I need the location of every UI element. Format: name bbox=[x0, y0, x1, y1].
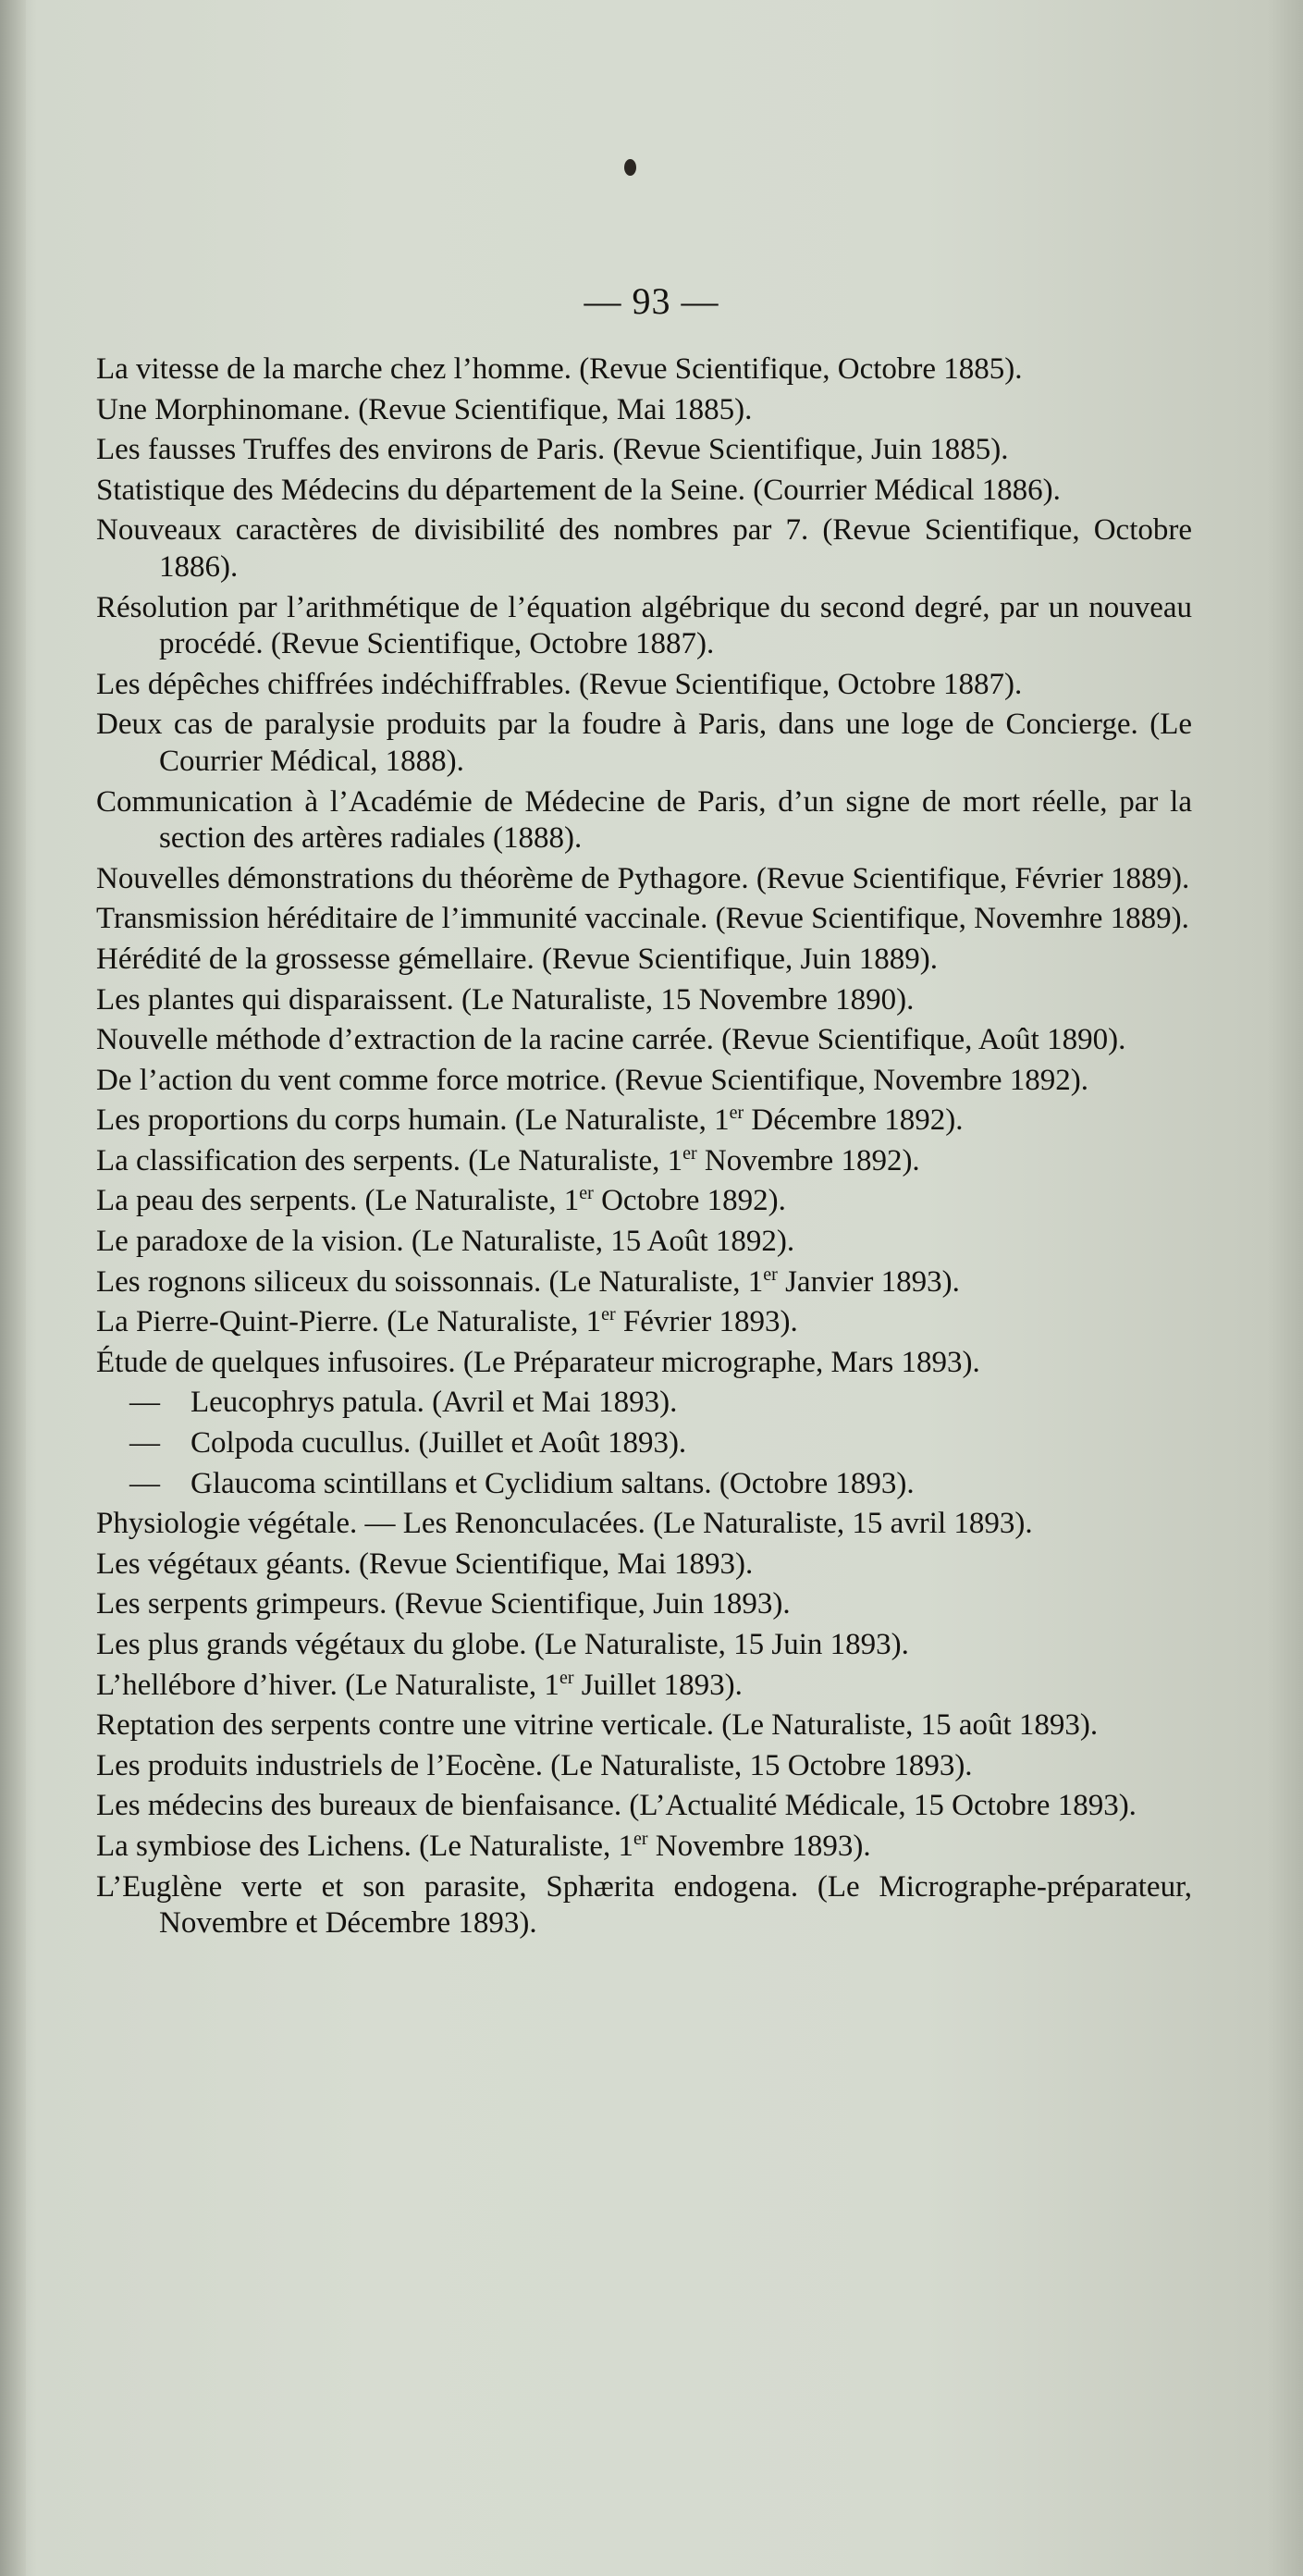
list-item bbox=[96, 1829, 1192, 1866]
entry-text: Hérédité de la grossesse gémellaire. (Revue Scientifique, Juin 1889). bbox=[96, 942, 938, 976]
list-item bbox=[96, 1506, 1192, 1543]
list-item bbox=[96, 667, 1192, 704]
list-item bbox=[96, 432, 1192, 469]
entry-text: Les plus grands végétaux du globe. (Le Naturaliste, 15 Juin 1893). bbox=[96, 1628, 909, 1661]
entry-text: Les fausses Truffes des environs de Paris. (Revue Scientifique, Juin 1885). bbox=[96, 433, 1009, 467]
list-item bbox=[96, 473, 1192, 510]
list-item bbox=[96, 1425, 1192, 1462]
entry-text-before: Les rognons siliceux du soissonnais. (Le Naturaliste, 1 bbox=[96, 1264, 764, 1299]
entry-text: Les produits industriels de l’Eocène. (Le Naturaliste, 15 Octobre 1893). bbox=[96, 1748, 973, 1782]
list-item bbox=[96, 1547, 1192, 1584]
entry-text: Nouveaux caractères de divisibilité des nombres par 7. (Revue Scientifique, Octobre 1886). bbox=[96, 513, 1192, 584]
entry-text: Colpoda cucullus. (Juillet et Août 1893). bbox=[191, 1426, 687, 1461]
ditto-dash: — bbox=[129, 1466, 160, 1500]
entry-text: Nouvelle méthode d’extraction de la racine carrée. (Revue Scientifique, Août 1890). bbox=[96, 1023, 1126, 1057]
entry-text: La vitesse de la marche chez l’homme. (Revue Scientifique, Octobre 1885). bbox=[96, 352, 1023, 386]
entry-text: Transmission héréditaire de l’immunité vaccinale. (Revue Scientifique, Novemhre 1889). bbox=[96, 902, 1189, 936]
ordinal-superscript: er bbox=[559, 1667, 574, 1688]
list-item bbox=[96, 1183, 1192, 1220]
ditto-dash: — bbox=[129, 1386, 160, 1420]
entry-text: De l’action du vent comme force motrice. (Revue Scientifique, Novembre 1892). bbox=[96, 1063, 1089, 1097]
entry-text-after: Janvier 1893). bbox=[777, 1264, 960, 1299]
ordinal-superscript: er bbox=[729, 1103, 744, 1124]
entry-text-before: La classification des serpents. (Le Naturaliste, 1 bbox=[96, 1143, 683, 1177]
list-item bbox=[96, 861, 1192, 898]
entry-text-before: Les proportions du corps humain. (Le Naturaliste, 1 bbox=[96, 1103, 730, 1138]
entry-text: Une Morphinomane. (Revue Scientifique, Mai 1885). bbox=[96, 392, 753, 426]
list-item bbox=[96, 784, 1192, 857]
entry-text-after: Novembre 1893). bbox=[647, 1829, 871, 1863]
list-item bbox=[96, 1304, 1192, 1341]
list-item bbox=[96, 512, 1192, 585]
entry-text-after: Février 1893). bbox=[615, 1305, 798, 1339]
ordinal-superscript: er bbox=[633, 1828, 648, 1849]
entry-text: Les serpents grimpeurs. (Revue Scientifique, Juin 1893). bbox=[96, 1587, 791, 1621]
list-item bbox=[96, 1385, 1192, 1422]
entry-text: Les plantes qui disparaissent. (Le Naturaliste, 15 Novembre 1890). bbox=[96, 982, 915, 1017]
list-item bbox=[96, 1586, 1192, 1623]
entry-text-after: Juillet 1893). bbox=[573, 1668, 743, 1702]
ordinal-superscript: er bbox=[601, 1304, 616, 1325]
list-item bbox=[96, 982, 1192, 1019]
entry-text-before: La peau des serpents. (Le Naturaliste, 1 bbox=[96, 1184, 580, 1218]
ordinal-superscript: er bbox=[579, 1183, 594, 1204]
list-item bbox=[96, 707, 1192, 780]
entry-text: Étude de quelques infusoires. (Le Préparateur micrographe, Mars 1893). bbox=[96, 1345, 980, 1379]
list-item bbox=[96, 1264, 1192, 1301]
list-item bbox=[96, 901, 1192, 938]
entry-text-before: La symbiose des Lichens. (Le Naturaliste, 1 bbox=[96, 1829, 633, 1863]
entry-text-after: Décembre 1892). bbox=[744, 1103, 964, 1138]
entry-text-before: La Pierre-Quint-Pierre. (Le Naturaliste, 1 bbox=[96, 1305, 602, 1339]
entry-text: Le paradoxe de la vision. (Le Naturaliste, 15 Août 1892). bbox=[96, 1225, 795, 1259]
list-item bbox=[96, 942, 1192, 979]
entry-text: Nouvelles démonstrations du théorème de Pythagore. (Revue Scientifique, Février 1889). bbox=[96, 861, 1190, 895]
list-item bbox=[96, 392, 1192, 429]
entry-text-before: L’hellébore d’hiver. (Le Naturaliste, 1 bbox=[96, 1668, 559, 1702]
list-item bbox=[96, 1224, 1192, 1261]
entry-text-after: Octobre 1892). bbox=[593, 1184, 786, 1218]
ink-dot bbox=[624, 159, 636, 176]
page-edge-shadow bbox=[0, 0, 26, 2576]
entry-text: Statistique des Médecins du département de la Seine. (Courrier Médical 1886). bbox=[96, 473, 1061, 507]
entry-text: Deux cas de paralysie produits par la foudre à Paris, dans une loge de Concierge. (Le Courrier Médical, 1888). bbox=[96, 708, 1192, 778]
list-item bbox=[96, 1063, 1192, 1100]
list-item bbox=[96, 1869, 1192, 1942]
entry-text: Leucophrys patula. (Avril et Mai 1893). bbox=[191, 1386, 678, 1420]
list-item bbox=[96, 1748, 1192, 1785]
list-item bbox=[96, 1668, 1192, 1705]
publication-list bbox=[96, 351, 1192, 1946]
list-item bbox=[96, 1707, 1192, 1744]
ordinal-superscript: er bbox=[682, 1142, 697, 1164]
list-item bbox=[96, 1788, 1192, 1825]
list-item bbox=[96, 1103, 1192, 1140]
entry-text: L’Euglène verte et son parasite, Sphærita endogena. (Le Micrographe-préparateur, Novembre et Décembre 1893). bbox=[96, 1869, 1192, 1941]
list-item bbox=[96, 351, 1192, 388]
list-item bbox=[96, 590, 1192, 663]
list-item bbox=[96, 1466, 1192, 1503]
entry-text: Résolution par l’arithmétique de l’équation algébrique du second degré, par un nouveau procédé. (Revue Scientifique, Octobre 1887). bbox=[96, 590, 1192, 661]
list-item bbox=[96, 1143, 1192, 1180]
list-item bbox=[96, 1627, 1192, 1664]
entry-text: Les médecins des bureaux de bienfaisance. (L’Actualité Médicale, 15 Octobre 1893). bbox=[96, 1789, 1137, 1823]
entry-text: Glaucoma scintillans et Cyclidium saltans. (Octobre 1893). bbox=[191, 1466, 915, 1500]
entry-text: Les dépêches chiffrées indéchiffrables. (Revue Scientifique, Octobre 1887). bbox=[96, 667, 1023, 701]
entry-text: Communication à l’Académie de Médecine de Paris, d’un signe de mort réelle, par la section des artères radiales (1888). bbox=[96, 784, 1192, 856]
entry-text: Reptation des serpents contre une vitrine verticale. (Le Naturaliste, 15 août 1893). bbox=[96, 1708, 1099, 1743]
list-item bbox=[96, 1345, 1192, 1382]
ditto-dash: — bbox=[129, 1426, 160, 1461]
entry-text: Les végétaux géants. (Revue Scientifique, Mai 1893). bbox=[96, 1547, 754, 1581]
entry-text: Physiologie végétale. — Les Renonculacées. (Le Naturaliste, 15 avril 1893). bbox=[96, 1507, 1033, 1541]
ordinal-superscript: er bbox=[763, 1263, 778, 1285]
page-number: — 93 — bbox=[584, 280, 719, 322]
entry-text-after: Novembre 1892). bbox=[696, 1143, 920, 1177]
list-item bbox=[96, 1022, 1192, 1059]
